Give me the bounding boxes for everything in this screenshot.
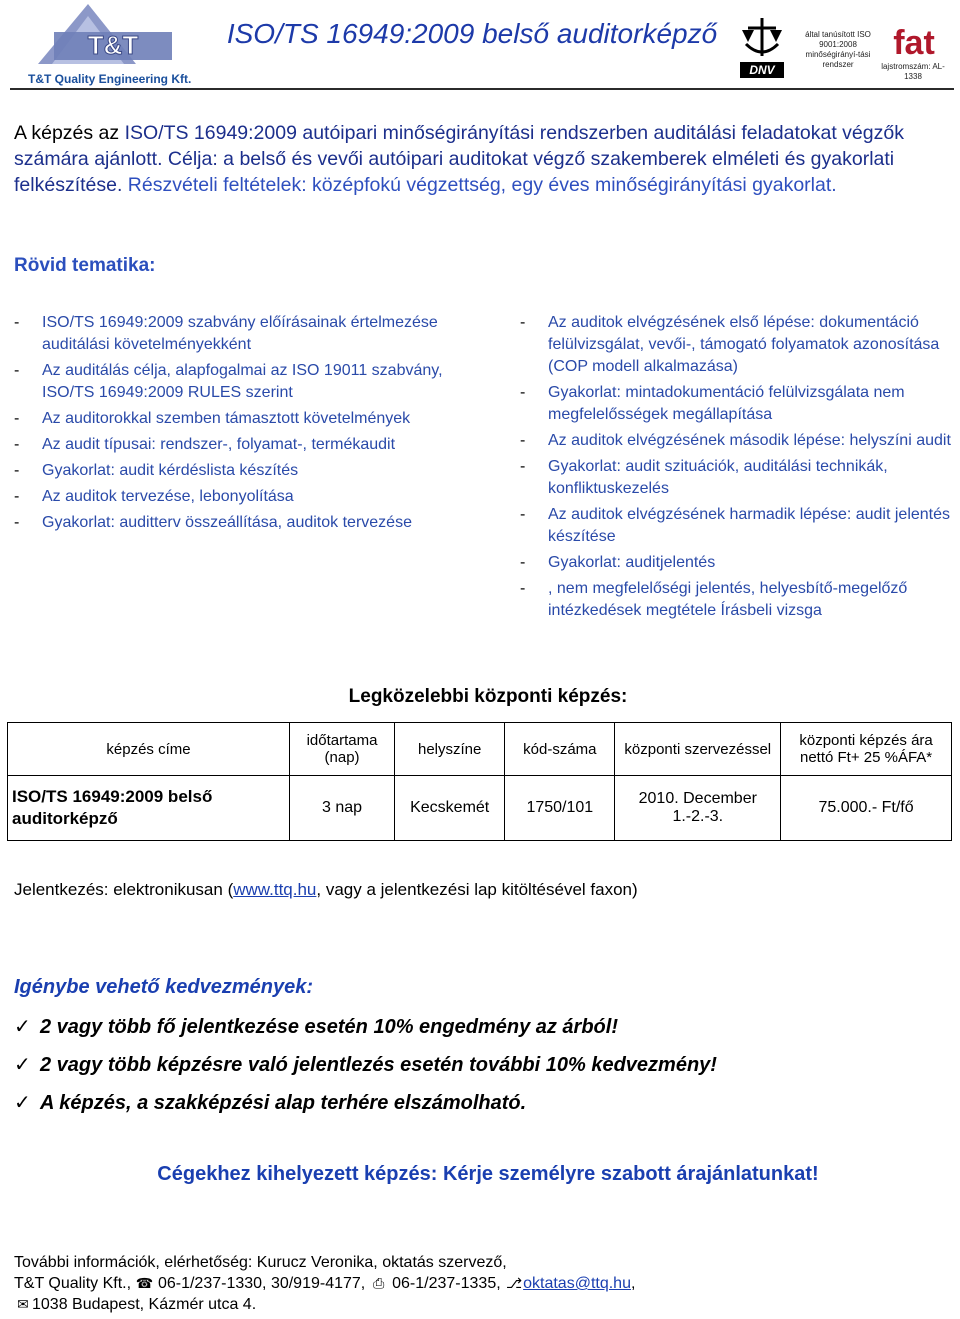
checkmark-icon: ✓: [14, 1054, 31, 1076]
list-item: ✓ 2 vagy több fő jelentkezése esetén 10% engedmény az árból!: [14, 1016, 618, 1038]
price-cell: 75.000.- Ft/fő: [781, 776, 952, 841]
list-item: - Az auditok tervezése, lebonyolítása: [14, 488, 294, 505]
intro-purpose: ISO/TS 16949:2009 autóipari minőségirányítási rendszerben auditálási feladatokat végzők számára ajánlott. Célja: a belső és vevői autóipari auditokat végző szakemberek elméleti és gyakorlati felkészítése.: [14, 122, 904, 196]
column-header: kód-száma: [505, 723, 615, 776]
column-header: időtartama (nap): [289, 723, 394, 776]
signup-info: Jelentkezés: elektronikusan (www.ttq.hu, vagy a jelentkezési lap kitöltésével faxon): [14, 880, 638, 899]
list-item: - Gyakorlat: auditterv összeállítása, auditok tervezése: [14, 514, 412, 531]
list-item: - Gyakorlat: audit szituációk, auditálási technikák, konfliktuskezelés: [520, 458, 888, 497]
company-name: T&T Quality Engineering Kft.: [28, 72, 192, 86]
list-item: - Az auditok elvégzésének második lépése: helyszíni audit: [520, 432, 951, 449]
code-cell: 1750/101: [505, 776, 615, 841]
list-item: - Az audit típusai: rendszer-, folyamat-, termékaudit: [14, 436, 396, 453]
checkmark-icon: ✓: [14, 1016, 31, 1038]
discounts-list: [14, 1014, 717, 1128]
location-cell: Kecskemét: [395, 776, 505, 841]
table-header-row: [8, 723, 952, 776]
dnv-label: DNV: [749, 63, 775, 77]
course-table: [7, 722, 952, 841]
column-header: központi szervezéssel: [615, 723, 781, 776]
course-title-cell: ISO/TS 16949:2009 belső auditorképző: [8, 776, 290, 841]
date-cell: 2010. December 1.-2.-3.: [615, 776, 781, 841]
list-item: - Gyakorlat: mintadokumentáció felülvizsgálata nem megfelelősségek megállapítása: [520, 384, 905, 423]
table-row: [8, 776, 952, 841]
list-item: - Az auditorokkal szemben támasztott követelmények: [14, 410, 411, 427]
certification-text: által tanúsított ISO 9001:2008 minőségirányí-tási rendszer: [805, 30, 871, 69]
list-item: - Az auditok elvégzésének harmadik lépése: audit jelentés készítése: [520, 506, 951, 545]
website-link[interactable]: www.ttq.hu: [233, 880, 317, 899]
intro-prefix: A képzés az: [14, 122, 120, 144]
list-item: - Gyakorlat: auditjelentés: [520, 554, 716, 571]
fat-registration: lajstromszám: AL-1338: [881, 62, 945, 81]
list-item: ✓ 2 vagy több képzésre való jelentlezés esetén további 10% kedvezmény!: [14, 1054, 717, 1076]
header-divider: [10, 88, 954, 90]
list-item: - Gyakorlat: audit kérdéslista készítés: [14, 462, 299, 479]
fax-icon: ⎙: [373, 1275, 385, 1291]
column-header: helyszíne: [395, 723, 505, 776]
duration-cell: 3 nap: [289, 776, 394, 841]
phone-icon: ☎: [135, 1275, 154, 1291]
page-title: ISO/TS 16949:2009 belső auditorképző: [226, 18, 718, 49]
fat-label: fat: [893, 24, 935, 62]
logo-letters: T&T: [87, 30, 139, 60]
intro-requirements: Részvételi feltételek: középfokú végzettség, egy éves minőségirányítási gyakorlat.: [122, 174, 837, 196]
contact-line: ✉ 1038 Budapest, Kázmér utca 4.: [14, 1294, 949, 1315]
list-item: - ISO/TS 16949:2009 szabvány előírásainak értelmezése auditálási követelményekként: [14, 314, 438, 353]
envelope-icon: ✉: [17, 1296, 29, 1312]
checkmark-icon: ✓: [14, 1092, 31, 1114]
topics-title: Rövid tematika:: [14, 255, 156, 276]
course-table-title: Legközelebbi központi képzés:: [348, 686, 628, 707]
contact-line: T&T Quality Kft., ☎ 06-1/237-1330, 30/919-4177, ⎙ 06-1/237-1335, ⎇oktatas@ttq.hu,: [14, 1275, 636, 1292]
discounts-title: Igénybe vehető kedvezmények:: [14, 976, 314, 998]
list-item: - Az auditálás célja, alapfogalmai az ISO 19011 szabvány, ISO/TS 16949:2009 RULES szerint: [14, 362, 443, 401]
page-header: [0, 0, 960, 92]
contact-line: További információk, elérhetőség: Kurucz Veronika, oktatás szervező,: [14, 1254, 507, 1271]
company-offer: Cégekhez kihelyezett képzés: Kérje személyre szabott árajánlatunkat!: [157, 1163, 819, 1185]
topics-list-right: [520, 312, 960, 626]
column-header: képzés címe: [8, 723, 290, 776]
contact-footer: [14, 1252, 949, 1315]
list-item: - , nem megfelelőségi jelentés, helyesbítő-megelőző intézkedések megtétele Írásbeli vizsga: [520, 580, 908, 619]
mouse-icon: ⎇: [506, 1275, 523, 1291]
list-item: - Az auditok elvégzésének első lépése: dokumentáció felülvizsgálat, vevői-, támogató folyamatok azonosítása (COP modell alkalmazása): [520, 314, 940, 375]
list-item: ✓ A képzés, a szakképzési alap terhére elszámolható.: [14, 1092, 527, 1114]
email-link[interactable]: oktatas@ttq.hu: [523, 1275, 631, 1292]
column-header: központi képzés ára nettó Ft+ 25 %ÁFA*: [781, 723, 952, 776]
intro-paragraph: [14, 120, 942, 198]
topics-list-left: [14, 312, 454, 538]
dnv-logo: [738, 12, 786, 80]
fat-logo: [884, 22, 944, 62]
